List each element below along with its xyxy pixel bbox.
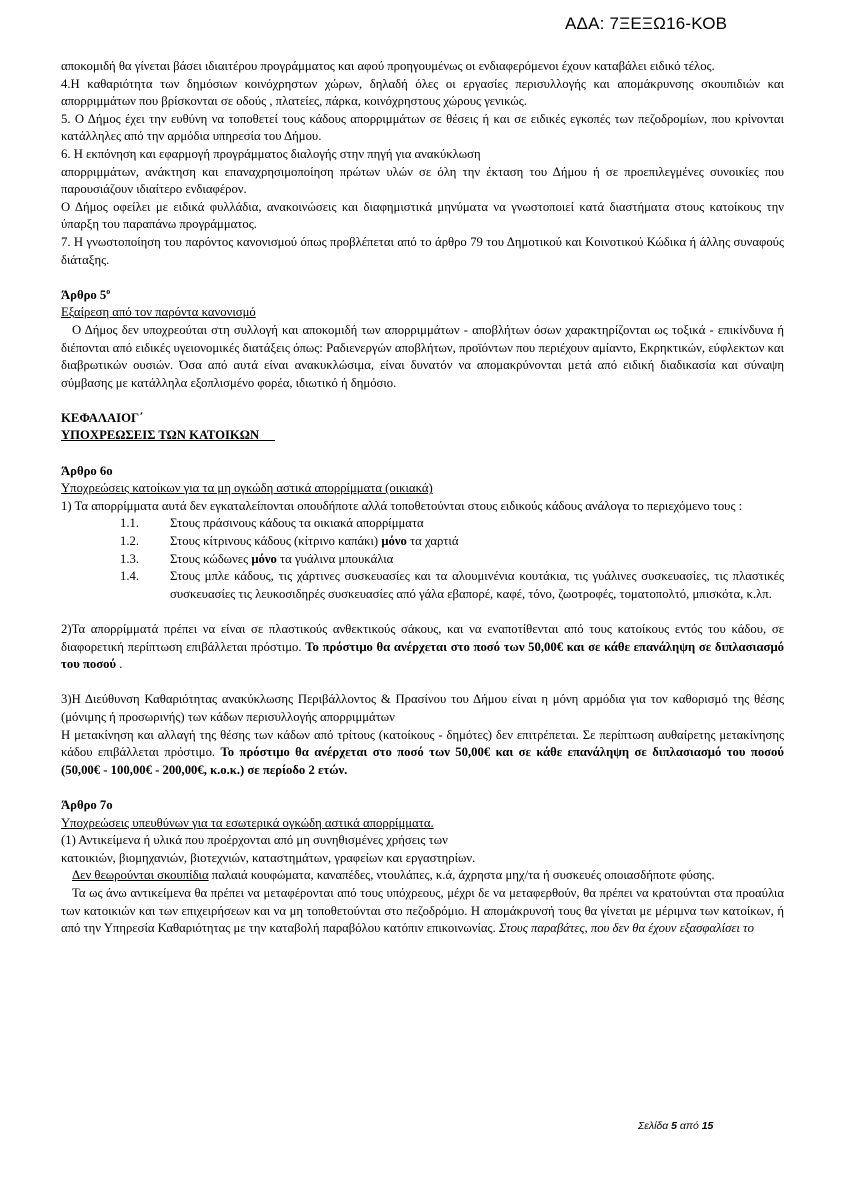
paragraph: Ο Δήμος οφείλει με ειδικά φυλλάδια, ανακοινώσεις και διαφημιστικά μηνύματα να γνωστοποιεί κατά διαστήματα στους κατοίκους την ύπαρξη του παραπάνω προγράμματος. [61,199,784,232]
paragraph: κατοικιών, βιομηχανιών, βιοτεχνιών, καταστημάτων, γραφείων και εργαστηρίων. [61,850,476,865]
article-6-paragraph-3: 3)Η Διεύθυνση Καθαριότητας ανακύκλωσης Περιβάλλοντος & Πρασίνου του Δήμου είναι η μόνη αρμόδια για τον καθορισμό της θέσης (μόνιμης ή προσωρινής) των κάδων περισυλλογής απορριμμάτων [61,692,784,724]
document-body [61,58,784,938]
article-6-subtitle: Υποχρεώσεις κατοίκων για τα μη ογκώδη αστικά απορρίμματα (οικιακά) [61,481,433,496]
chapter-subtitle: ΥΠΟΧΡΕΩΣΕΙΣ ΤΩΝ ΚΑΤΟΙΚΩΝ [61,428,275,443]
ada-code: ΑΔΑ: 7ΞΕΞΩ16-ΚΟΒ [565,14,728,33]
paragraph: Τα ως άνω αντικείμενα θα πρέπει να μεταφέρονται από τους υπόχρεους, μέχρι δε να μεταφερθούν, θα πρέπει να κρατούνται στα προαύλια των κατοικιών και των επιχειρήσεων και να μη τοποθετούνται στο πεζοδρόμιο. Η απομάκρυνσή τους θα γίνεται με μέριμνα των κατοίκων, ή από την Υπηρεσία Καθαριότητας με την καταβολή παραβόλου κατόπιν επικοινωνίας. Στους παραβάτες, που δεν θα έχουν εξασφαλίσει το [61,885,784,936]
article-5-title: Άρθρο $5^o$ [61,286,111,302]
article-5-text: Ο Δήμος δεν υποχρεούται στη συλλογή και αποκομιδή των απορριμμάτων - αποβλήτων όσων χαρακτηρίζονται ως τοξικά - επικίνδυνα ή διέπονται από ειδικές υγειονομικές διατάξεις όπως: Ραδιενεργών αποβλήτων, προϊόντων που περιέχουν αμίαντο, Εκρηκτικών, εύφλεκτων και διαβρωτικών ουσιών. Όσα από αυτά είναι ανακυκλώσιμα, είναι δυνατόν να απομακρύνονται μετά από ειδική διαδικασία και σύναψη σύμβασης με κατάλληλα εξοπλισμένο φορέα, ιδιωτικό ή δημόσιο. [61,322,784,390]
list-item: 1.2. Στους κίτρινους κάδους (κίτρινο καπάκι) μόνο τα χαρτιά [120,534,459,549]
paragraph: (1) Αντικείμενα ή υλικά που προέρχονται από μη συνηθισμένες χρήσεις των [61,833,448,848]
paragraph: 6. Η εκπόνηση και εφαρμογή προγράμματος διαλογής στην πηγή για ανακύκλωση [61,146,481,161]
paragraph: απορριμμάτων, ανάκτηση και επαναχρησιμοποίηση πρώτων υλών σε όλη την έκταση του Δήμου ή σε προεπιλεγμένες συνοικίες που παρουσιάζουν ιδιαίτερο ενδιαφέρον. [61,164,784,197]
article-7-title: Άρθρο 7ο [61,797,113,812]
article-6-paragraph-2: 2)Τα απορρίμματά πρέπει να είναι σε πλαστικούς ανθεκτικούς σάκους, και να εναποτίθενται από τους κατοίκους εντός του κάδου, σε διαφορετική περίπτωση επιβάλλεται πρόστιμο. Το πρόστιμο θα ανέρχεται στο ποσό των 50,00€ και σε κάθε επανάληψη σε διπλασιασμό του ποσού . [61,622,784,672]
article-6-paragraph-4: Η μετακίνηση και αλλαγή της θέσης των κάδων από τρίτους (κατοίκους - δημότες) δεν επιτρέπεται. Σε περίπτωση αυθαίρετης μετακίνησης κάδου επιβάλλεται πρόστιμο. Το πρόστιμο θα ανέρχεται στο ποσό των 50,00€ και σε κάθε επανάληψη σε διπλασιασμό του ποσού (50,00€ - 100,00€ - 200,00€, κ.ο.κ.) σε περίοδο 2 ετών. [61,727,784,777]
list-item: 1.1. Στους πράσινους κάδους τα οικιακά απορρίμματα [120,516,424,531]
paragraph: 7. Η γνωστοποίηση του παρόντος κανονισμού όπως προβλέπεται από το άρθρο 79 του Δημοτικού και Κοινοτικού Κώδικα ή άλλης συναφούς διάταξης. [61,234,784,267]
page-number: Σελίδα 5 από 15 [638,1120,714,1132]
article-6-title: Άρθρο 6ο [61,463,113,478]
article-5-subtitle: Εξαίρεση από τον παρόντα κανονισμό [61,305,256,320]
chapter-title: ΚΕΦΑΛΑΙΟΓ΄ [61,410,144,425]
article-6-intro: 1) Τα απορρίμματα αυτά δεν εγκαταλείπονται οπουδήποτε αλλά τοποθετούνται στους ειδικούς κάδους ανάλογα το περιεχόμενο τους : [61,498,743,513]
paragraph: 5. Ο Δήμος έχει την ευθύνη να τοποθετεί τους κάδους απορριμμάτων σε θέσεις ή και σε ειδικές εγκοπές των πεζοδρομίων, που κρίνονται κατάλληλες από την αρμόδια υπηρεσία του Δήμου. [61,111,784,144]
list-item: 1.3. Στους κώδωνες μόνο τα γυάλινα μπουκάλια [120,551,394,566]
article-7-subtitle: Υποχρεώσεις υπευθύνων για τα εσωτερικά ογκώδη αστικά απορρίμματα. [61,815,434,830]
paragraph: αποκομιδή θα γίνεται βάσει ιδιαιτέρου προγράμματος και αφού προηγουμένως οι ενδιαφερόμενοι έχουν καταβάλει ειδικό τέλος. [61,59,715,73]
paragraph: Δεν θεωρούνται σκουπίδια παλαιά κουφώματα, καναπέδες, ντουλάπες, κ.ά, άχρηστα μηχ/τα ή συσκευές οποιασδήποτε φύσης. [72,868,715,883]
list-item: 1.4. Στους μπλε κάδους, τις χάρτινες συσκευασίες και τα αλουμινένια κουτάκια, τις γυάλινες συσκευασίες, τις πλαστικές συσκευασίες τις λευκοσιδηρές συσκευασίες από γάλα εβαπορέ, καφέ, τόνο, ζωοτροφές, τοματοπολτό, μπισκότα, κ.λπ. [120,569,784,601]
paragraph: 4.Η καθαριότητα των δημόσιων κοινόχρηστων χώρων, δηλαδή όλες οι εργασίες περισυλλογής και απομάκρυνσης σκουπιδιών και απορριμμάτων που βρίσκονται σε οδούς , πλατείες, πάρκα, κοινόχρηστους χώρους γενικώς. [61,76,784,109]
bin-list [61,515,784,603]
